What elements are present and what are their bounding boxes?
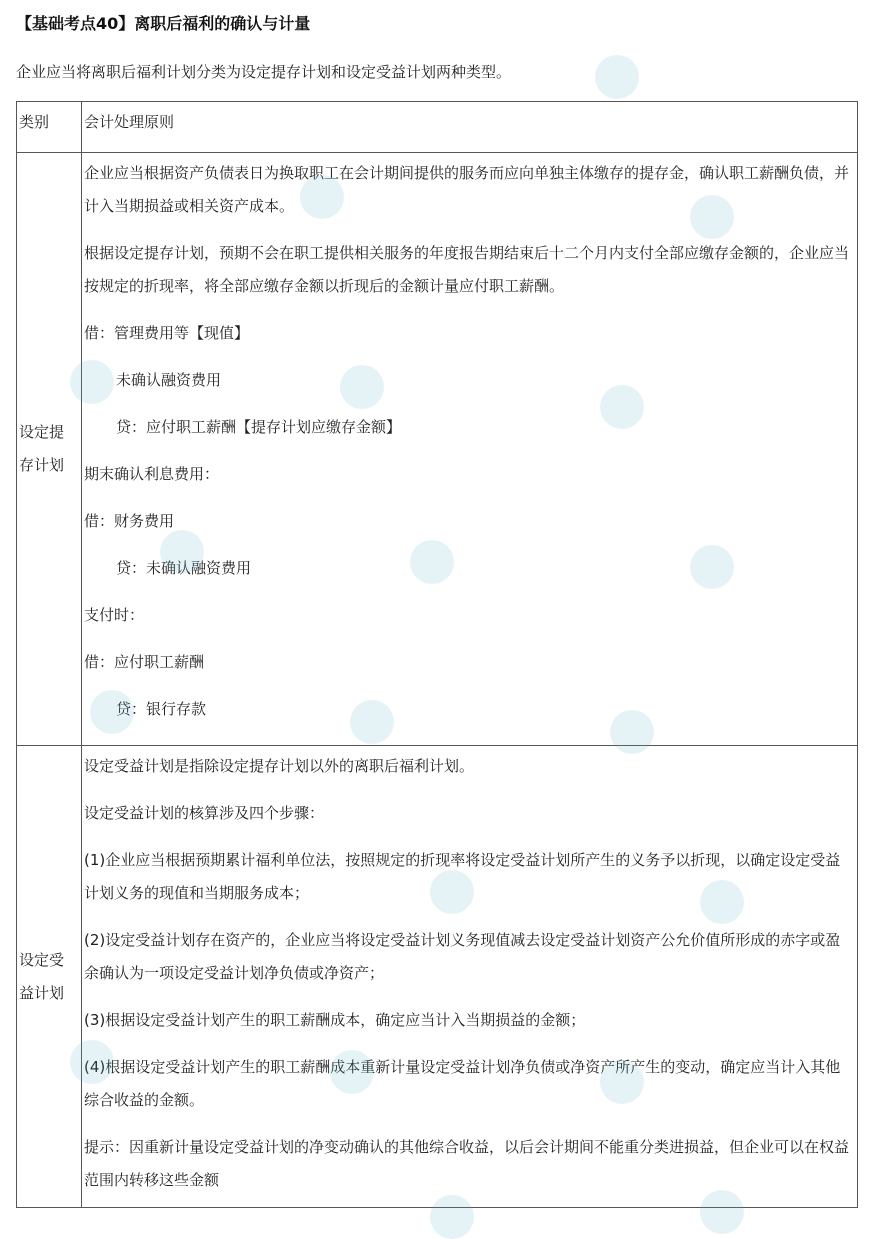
paragraph: (3)根据设定受益计划产生的职工薪酬成本，确定应当计入当期损益的金额； — [84, 1011, 586, 1029]
category-cell — [17, 746, 82, 1208]
category-cell — [17, 153, 82, 746]
category-label: 设定提 存计划 — [19, 423, 65, 474]
paragraph: (4)根据设定受益计划产生的职工薪酬成本重新计量设定受益计划净负债或净资产所产生的变动，确定应当计入其他综合收益的金额。 — [84, 1058, 841, 1109]
header-principle: 会计处理原则 — [82, 102, 858, 153]
header-category: 类别 — [17, 102, 82, 153]
paragraph: 支付时： — [84, 606, 145, 624]
journal-debit: 借：应付职工薪酬 — [84, 653, 205, 671]
intro-text: 企业应当将离职后福利计划分类为设定提存计划和设定受益计划两种类型。 — [16, 63, 512, 81]
journal-debit: 未确认融资费用 — [116, 371, 222, 389]
journal-debit: 借：管理费用等【现值】 — [84, 324, 250, 342]
journal-debit: 借：财务费用 — [84, 512, 175, 530]
paragraph: 根据设定提存计划，预期不会在职工提供相关服务的年度报告期结束后十二个月内支付全部应缴存金额的，企业应当按规定的折现率，将全部应缴存金额以折现后的金额计量应付职工薪酬。 — [84, 244, 850, 295]
table-row — [17, 153, 858, 746]
principle-cell — [82, 746, 858, 1208]
page-title: 【基础考点40】离职后福利的确认与计量 — [16, 14, 311, 33]
journal-credit: 贷：银行存款 — [116, 700, 207, 718]
paragraph: 设定受益计划的核算涉及四个步骤： — [84, 804, 325, 822]
paragraph: 企业应当根据资产负债表日为换取职工在会计期间提供的服务而应向单独主体缴存的提存金，确认职工薪酬负债，并计入当期损益或相关资产成本。 — [84, 164, 850, 215]
principle-cell — [82, 153, 858, 746]
journal-credit: 贷：应付职工薪酬【提存计划应缴存金额】 — [116, 418, 402, 436]
category-label: 设定受 益计划 — [19, 950, 65, 1002]
journal-credit: 贷：未确认融资费用 — [116, 559, 252, 577]
watermark-logo — [595, 55, 639, 99]
paragraph: 期末确认利息费用： — [84, 465, 220, 483]
paragraph: (2)设定受益计划存在资产的，企业应当将设定受益计划义务现值减去设定受益计划资产公允价值所形成的赤字或盈余确认为一项设定受益计划净负债或净资产； — [84, 931, 841, 982]
paragraph: (1)企业应当根据预期累计福利单位法，按照规定的折现率将设定受益计划所产生的义务予以折现，以确定设定受益计划义务的现值和当期服务成本； — [84, 851, 841, 902]
table-row — [17, 746, 858, 1208]
watermark-circle-icon — [595, 55, 639, 99]
knowledge-table — [16, 101, 858, 1208]
paragraph: 设定受益计划是指除设定提存计划以外的离职后福利计划。 — [84, 757, 475, 775]
tip-paragraph: 提示：因重新计量设定受益计划的净变动确认的其他综合收益，以后会计期间不能重分类进损益，但企业可以在权益范围内转移这些金额 — [84, 1138, 850, 1189]
table-header-row — [17, 102, 858, 153]
